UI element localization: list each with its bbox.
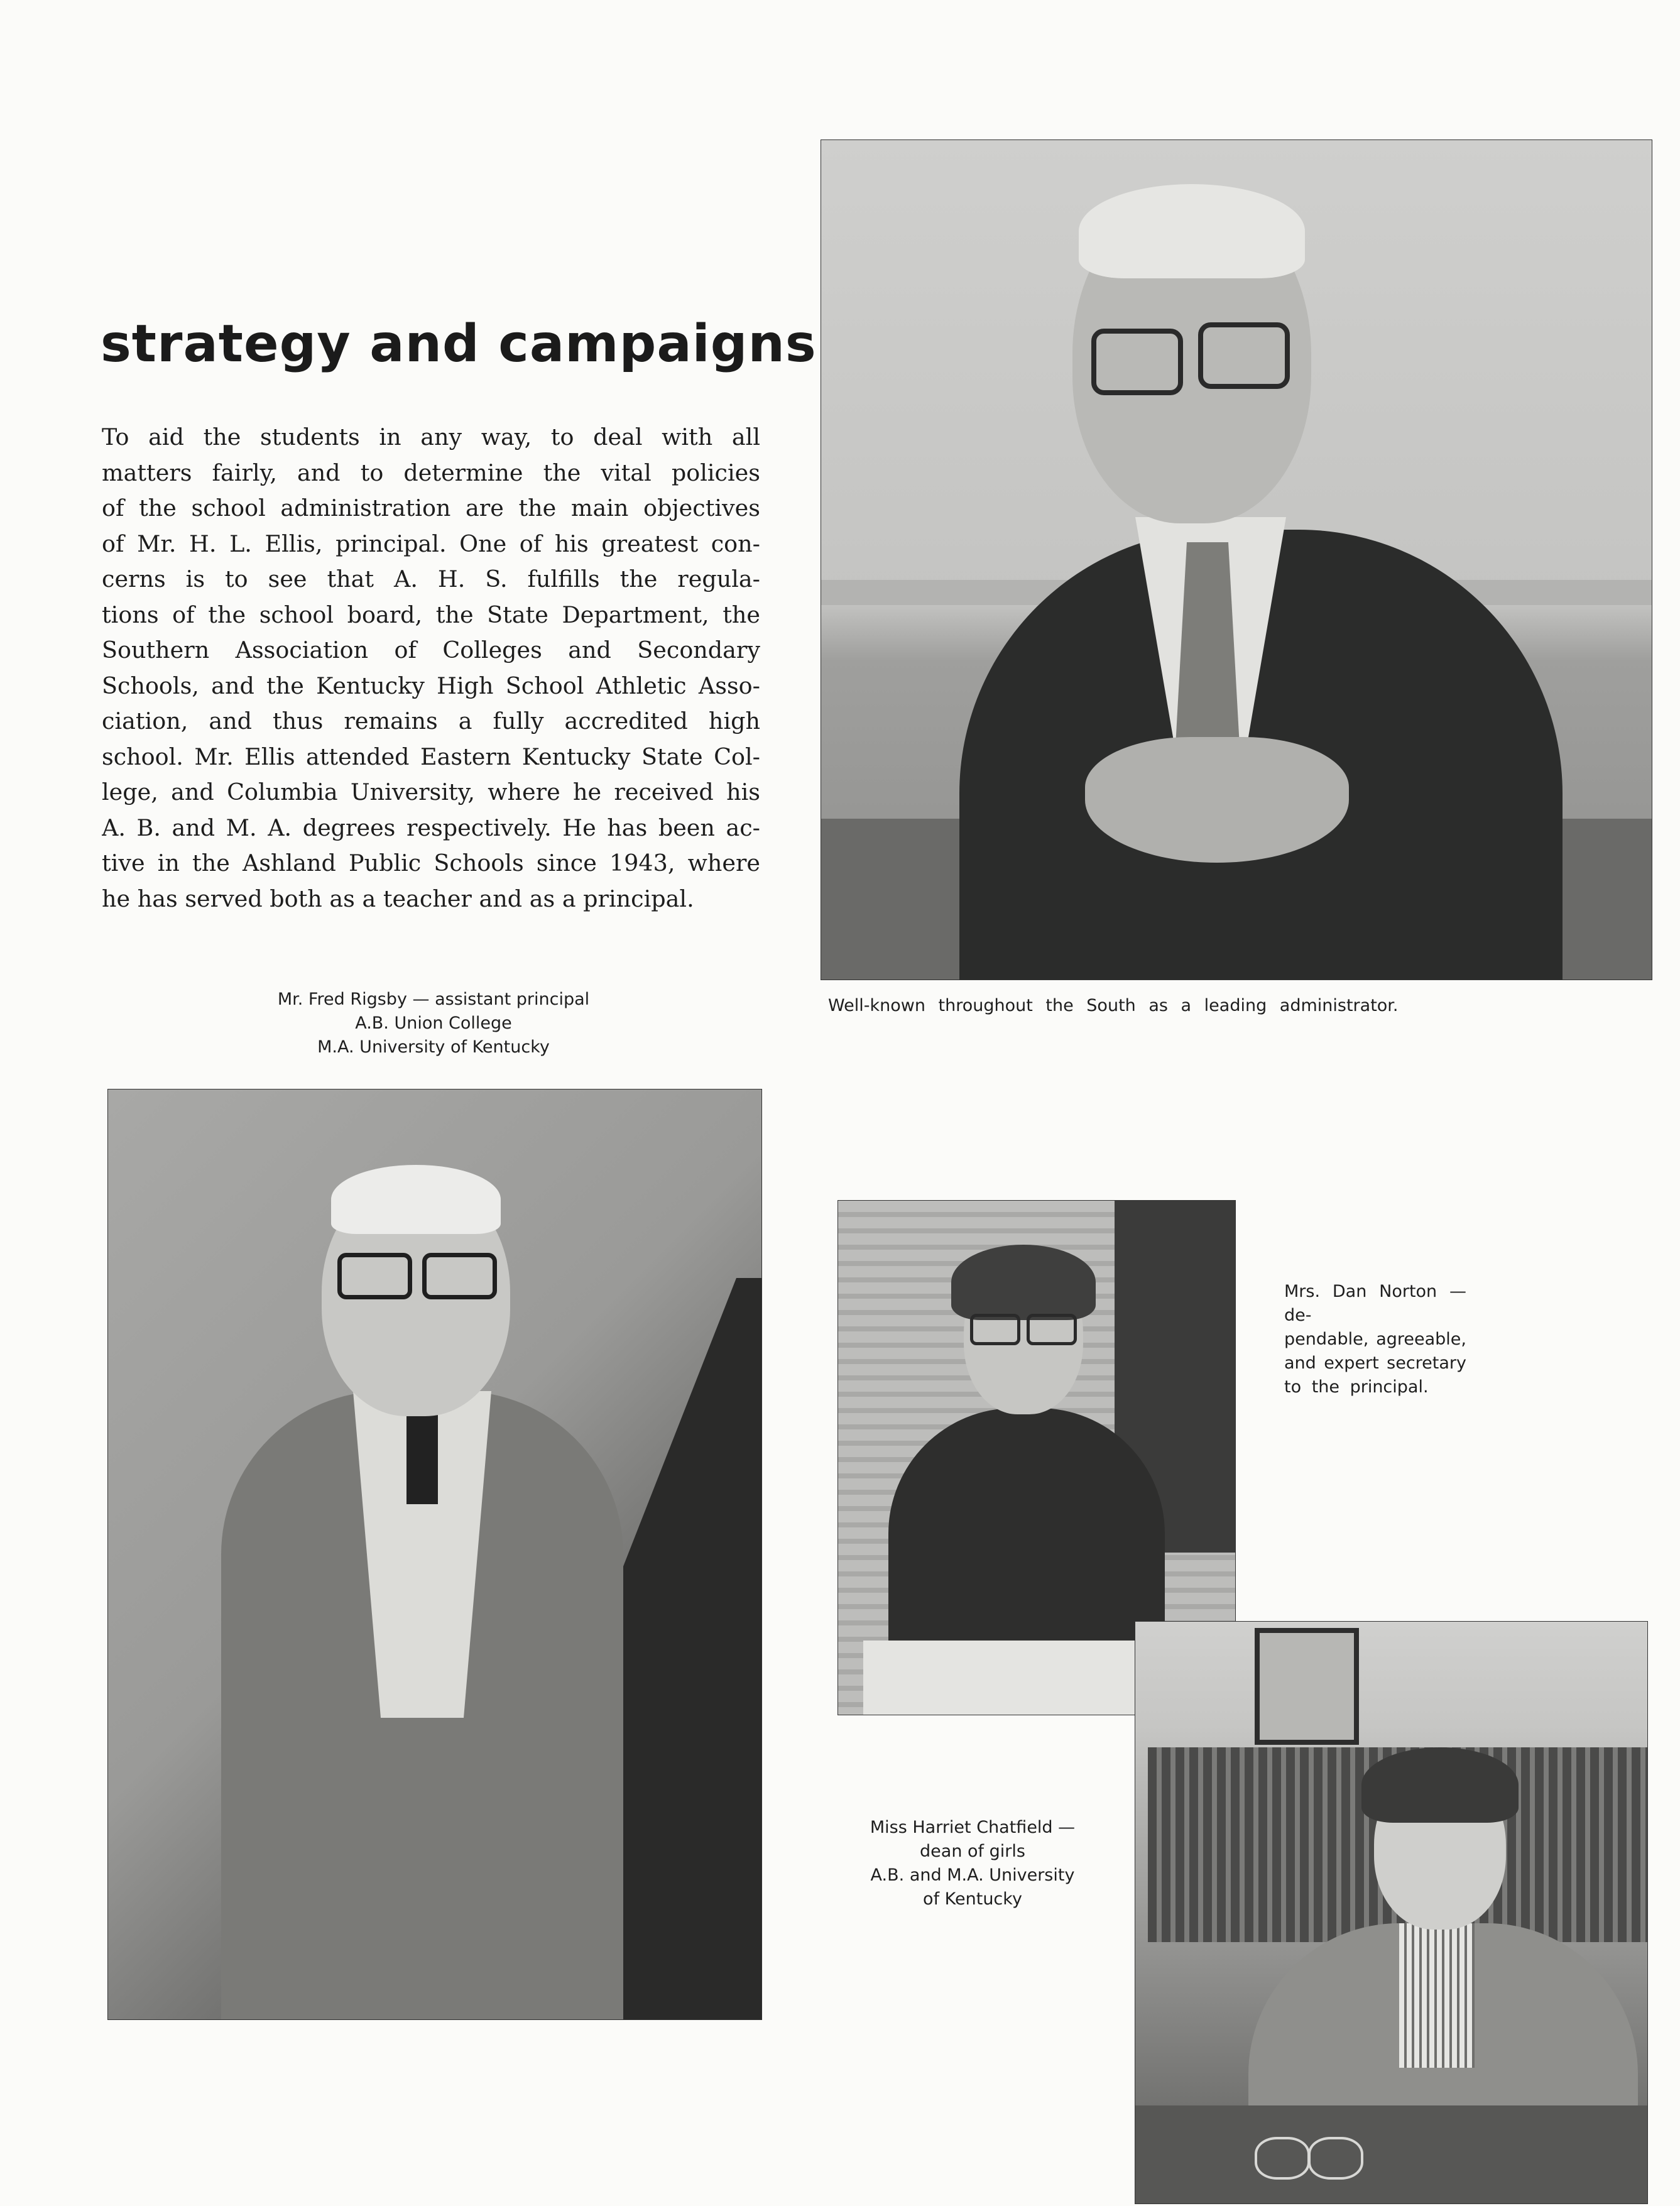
body-line: tive in the Ashland Public Schools since 1943, where	[102, 849, 760, 876]
body-line: of Mr. H. L. Ellis, principal. One of his greatest con-	[102, 530, 760, 557]
eyeglasses	[337, 1253, 412, 1299]
body-line: of the school administration are the main objectives	[102, 494, 760, 521]
caption-line: and expert secretary	[1284, 1353, 1466, 1373]
caption-line: of Kentucky	[923, 1889, 1022, 1909]
principal-portrait-photo	[821, 139, 1652, 980]
picture-frame	[1255, 1628, 1359, 1745]
clasped-hands	[1085, 737, 1349, 863]
eyeglasses-on-desk	[1308, 2137, 1363, 2180]
hair	[1361, 1747, 1519, 1823]
page-title: strategy and campaigns	[101, 314, 817, 374]
body-line: ciation, and thus remains a fully accredited high	[102, 707, 760, 734]
norton-caption	[1284, 1280, 1466, 1399]
body-line: lege, and Columbia University, where he received his	[102, 778, 760, 805]
chatfield-portrait-photo	[1135, 1621, 1648, 2204]
principal-caption: Well-known throughout the South as a leading administrator.	[828, 996, 1399, 1015]
eyeglasses-on-desk	[1255, 2137, 1310, 2180]
caption-line: A.B. and M.A. University	[870, 1865, 1075, 1885]
necktie	[406, 1404, 438, 1504]
eyeglasses	[1198, 322, 1290, 389]
caption-line: Mrs. Dan Norton — de-	[1284, 1282, 1466, 1325]
body-line: To aid the students in any way, to deal with all	[102, 423, 760, 450]
hair	[1079, 184, 1305, 278]
desk-surface	[1135, 2105, 1647, 2203]
body-line: A. B. and M. A. degrees respectively. He has been ac-	[102, 814, 760, 841]
eyeglasses	[1091, 329, 1183, 395]
body-line: school. Mr. Ellis attended Eastern Kentucky State Col-	[102, 743, 760, 770]
hair	[331, 1165, 501, 1234]
rigsby-portrait-photo	[107, 1089, 762, 2020]
body-line: he has served both as a teacher and as a principal.	[102, 885, 694, 912]
rigsby-caption	[207, 988, 660, 1059]
eyeglasses	[422, 1253, 497, 1299]
dress	[888, 1408, 1165, 1678]
hair	[951, 1245, 1096, 1320]
body-line: matters fairly, and to determine the vital policies	[102, 459, 760, 486]
eyeglasses	[970, 1314, 1020, 1345]
body-paragraph	[102, 420, 760, 917]
body-line: Southern Association of Colleges and Secondary	[102, 636, 760, 663]
eyeglasses	[1027, 1314, 1077, 1345]
body-line: Schools, and the Kentucky High School Athletic Asso-	[102, 672, 760, 699]
caption-line: Miss Harriet Chatfield —	[870, 1818, 1076, 1837]
caption-line: dean of girls	[920, 1842, 1025, 1861]
caption-line: pendable, agreeable,	[1284, 1330, 1466, 1349]
body-line: cerns is to see that A. H. S. fulfills the regula-	[102, 565, 760, 592]
chatfield-caption	[828, 1816, 1117, 1911]
caption-line: M.A. University of Kentucky	[317, 1037, 550, 1057]
blouse	[1399, 1923, 1475, 2068]
caption-line: to the principal.	[1284, 1377, 1429, 1397]
caption-line: A.B. Union College	[355, 1013, 512, 1033]
caption-line: Mr. Fred Rigsby — assistant principal	[277, 990, 590, 1009]
body-line: tions of the school board, the State Department, the	[102, 601, 760, 628]
